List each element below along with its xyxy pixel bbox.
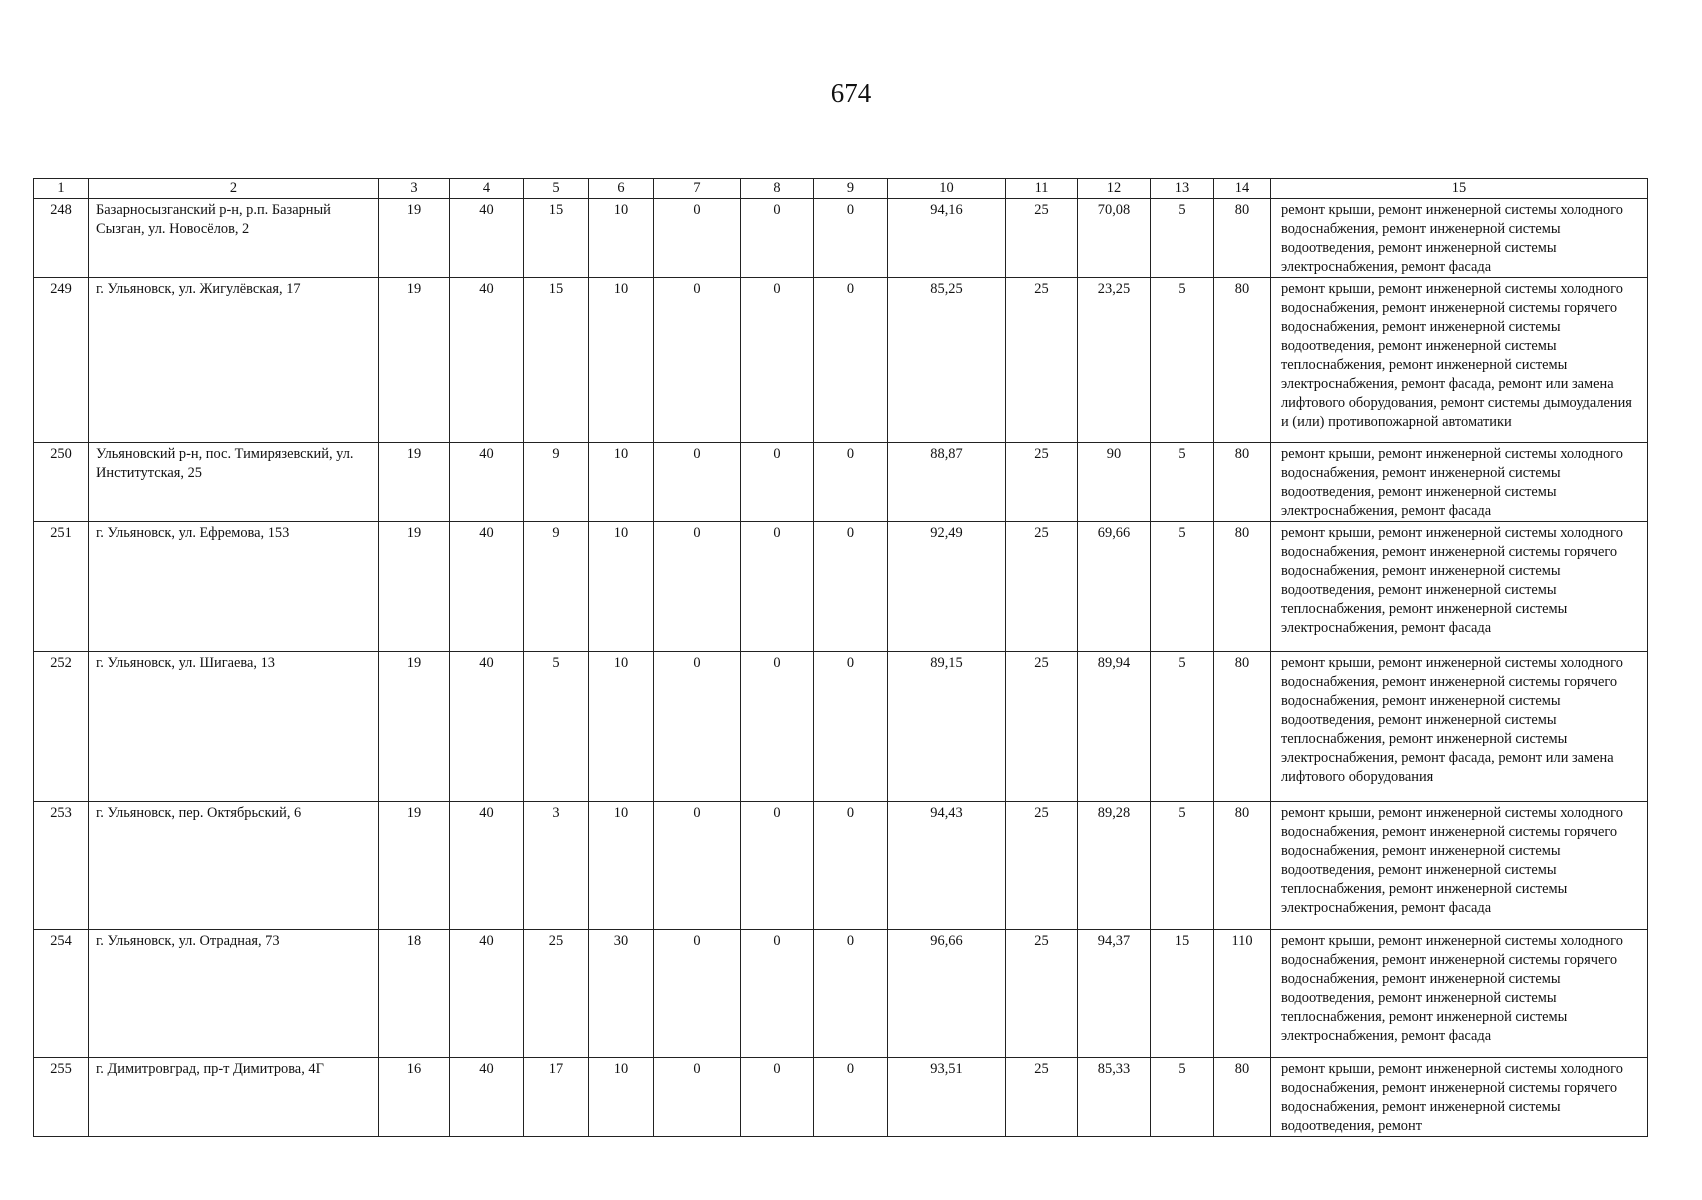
table-cell: 5 [1151,443,1214,522]
column-header: 2 [89,179,379,199]
table-row [34,199,1648,278]
table-cell: 9 [524,522,589,652]
table-cell: 0 [654,199,741,278]
table-cell: 25 [1006,1058,1078,1137]
works-cell: ремонт крыши, ремонт инженерной системы холодного водоснабжения, ремонт инженерной системы водоотведения, ремонт инженерной системы электроснабжения, ремонт фасада [1271,199,1648,278]
column-header: 12 [1078,179,1151,199]
works-cell: ремонт крыши, ремонт инженерной системы холодного водоснабжения, ремонт инженерной системы горячего водоснабжения, ремонт инженерной системы водоотведения, ремонт инженерной системы теплоснабжения, ремонт инженерной системы электроснабжения, ремонт фасада [1271,930,1648,1058]
table-row [34,443,1648,522]
table-cell: 0 [814,443,888,522]
table-cell: 19 [379,199,450,278]
table-cell: 9 [524,443,589,522]
table-cell: 15 [524,278,589,443]
works-cell: ремонт крыши, ремонт инженерной системы холодного водоснабжения, ремонт инженерной системы горячего водоснабжения, ремонт инженерной системы водоотведения, ремонт инженерной системы теплоснабжения, ремонт инженерной системы электроснабжения, ремонт фасада [1271,802,1648,930]
table-cell: 80 [1214,1058,1271,1137]
column-header: 9 [814,179,888,199]
table-cell: 10 [589,278,654,443]
table-cell: 0 [741,278,814,443]
address-cell: г. Ульяновск, ул. Шигаева, 13 [89,652,379,802]
data-table [33,178,1648,1137]
table-cell: 96,66 [888,930,1006,1058]
column-header: 15 [1271,179,1648,199]
table-cell: 0 [654,1058,741,1137]
table-cell: 25 [1006,930,1078,1058]
row-number: 248 [34,199,89,278]
row-number: 252 [34,652,89,802]
table-cell: 25 [1006,278,1078,443]
works-cell: ремонт крыши, ремонт инженерной системы холодного водоснабжения, ремонт инженерной системы горячего водоснабжения, ремонт инженерной системы водоотведения, ремонт инженерной системы теплоснабжения, ремонт инженерной системы электроснабжения, ремонт фасада [1271,522,1648,652]
table-cell: 10 [589,443,654,522]
table-cell: 17 [524,1058,589,1137]
table-cell: 80 [1214,443,1271,522]
address-cell: г. Димитровград, пр-т Димитрова, 4Г [89,1058,379,1137]
table-cell: 16 [379,1058,450,1137]
table-cell: 0 [814,522,888,652]
table-cell: 19 [379,652,450,802]
table-cell: 3 [524,802,589,930]
table-cell: 30 [589,930,654,1058]
table-row [34,1058,1648,1137]
row-number: 251 [34,522,89,652]
table-cell: 5 [1151,1058,1214,1137]
works-cell: ремонт крыши, ремонт инженерной системы холодного водоснабжения, ремонт инженерной системы горячего водоснабжения, ремонт инженерной системы водоотведения, ремонт инженерной системы теплоснабжения, ремонт инженерной системы электроснабжения, ремонт фасада, ремонт или замена лифтового оборудования [1271,652,1648,802]
table-cell: 5 [1151,802,1214,930]
table-cell: 80 [1214,522,1271,652]
table-cell: 40 [450,1058,524,1137]
table-cell: 10 [589,522,654,652]
table-cell: 40 [450,522,524,652]
table-cell: 10 [589,199,654,278]
column-header: 8 [741,179,814,199]
table-cell: 19 [379,443,450,522]
table-cell: 40 [450,278,524,443]
table-cell: 0 [741,802,814,930]
table-cell: 0 [741,443,814,522]
table-cell: 0 [654,802,741,930]
column-header: 4 [450,179,524,199]
table-cell: 80 [1214,278,1271,443]
table-cell: 80 [1214,802,1271,930]
table-cell: 0 [741,199,814,278]
table-cell: 25 [1006,802,1078,930]
row-number: 253 [34,802,89,930]
table-cell: 18 [379,930,450,1058]
header-row [34,179,1648,199]
table-cell: 94,16 [888,199,1006,278]
table-cell: 40 [450,930,524,1058]
table-cell: 85,33 [1078,1058,1151,1137]
table-cell: 19 [379,522,450,652]
table-cell: 0 [814,1058,888,1137]
column-header: 7 [654,179,741,199]
table-cell: 0 [654,522,741,652]
table-cell: 10 [589,1058,654,1137]
table-cell: 0 [654,930,741,1058]
table-cell: 25 [524,930,589,1058]
table-cell: 25 [1006,199,1078,278]
table-cell: 94,37 [1078,930,1151,1058]
column-header: 5 [524,179,589,199]
table-row [34,930,1648,1058]
table-cell: 5 [1151,652,1214,802]
table-cell: 5 [1151,522,1214,652]
table-cell: 25 [1006,443,1078,522]
table-cell: 40 [450,652,524,802]
table-cell: 25 [1006,652,1078,802]
table-cell: 10 [589,652,654,802]
table-cell: 80 [1214,652,1271,802]
column-header: 10 [888,179,1006,199]
table-cell: 93,51 [888,1058,1006,1137]
row-number: 255 [34,1058,89,1137]
row-number: 249 [34,278,89,443]
table-cell: 0 [814,930,888,1058]
address-cell: г. Ульяновск, ул. Отрадная, 73 [89,930,379,1058]
table-cell: 19 [379,278,450,443]
table-cell: 10 [589,802,654,930]
table-cell: 0 [741,930,814,1058]
table-cell: 0 [654,443,741,522]
row-number: 254 [34,930,89,1058]
table-cell: 69,66 [1078,522,1151,652]
table-cell: 40 [450,443,524,522]
table-cell: 80 [1214,199,1271,278]
works-cell: ремонт крыши, ремонт инженерной системы холодного водоснабжения, ремонт инженерной системы горячего водоснабжения, ремонт инженерной системы водоотведения, ремонт инженерной системы теплоснабжения, ремонт инженерной системы электроснабжения, ремонт фасада, ремонт или замена лифтового оборудования, ремонт системы дымоудаления и (или) противопожарной автоматики [1271,278,1648,443]
table-cell: 94,43 [888,802,1006,930]
row-number: 250 [34,443,89,522]
column-header: 1 [34,179,89,199]
table-cell: 15 [1151,930,1214,1058]
column-header: 14 [1214,179,1271,199]
table-row [34,522,1648,652]
table-cell: 110 [1214,930,1271,1058]
table-cell: 5 [1151,199,1214,278]
table-cell: 40 [450,802,524,930]
table-cell: 92,49 [888,522,1006,652]
table-cell: 0 [741,522,814,652]
table-cell: 85,25 [888,278,1006,443]
table-cell: 0 [741,1058,814,1137]
works-cell: ремонт крыши, ремонт инженерной системы холодного водоснабжения, ремонт инженерной системы водоотведения, ремонт инженерной системы электроснабжения, ремонт фасада [1271,443,1648,522]
table-cell: 0 [814,278,888,443]
column-header: 11 [1006,179,1078,199]
table-cell: 89,94 [1078,652,1151,802]
column-header: 3 [379,179,450,199]
page-number: 674 [830,78,872,108]
address-cell: Ульяновский р-н, пос. Тимирязевский, ул. Институтская, 25 [89,443,379,522]
column-header: 6 [589,179,654,199]
address-cell: г. Ульяновск, ул. Ефремова, 153 [89,522,379,652]
table-cell: 40 [450,199,524,278]
table-cell: 0 [814,199,888,278]
works-cell: ремонт крыши, ремонт инженерной системы холодного водоснабжения, ремонт инженерной системы горячего водоснабжения, ремонт инженерной системы водоотведения, ремонт [1271,1058,1648,1137]
address-cell: г. Ульяновск, ул. Жигулёвская, 17 [89,278,379,443]
table-row [34,278,1648,443]
table-row [34,652,1648,802]
table-cell: 70,08 [1078,199,1151,278]
table-cell: 23,25 [1078,278,1151,443]
table-cell: 5 [1151,278,1214,443]
table-cell: 0 [654,652,741,802]
table-cell: 5 [524,652,589,802]
table-cell: 89,15 [888,652,1006,802]
table-cell: 15 [524,199,589,278]
table-cell: 0 [814,652,888,802]
address-cell: г. Ульяновск, пер. Октябрьский, 6 [89,802,379,930]
table-cell: 0 [654,278,741,443]
table-cell: 0 [814,802,888,930]
table-row [34,802,1648,930]
address-cell: Базарносызганский р-н, р.п. Базарный Сызган, ул. Новосёлов, 2 [89,199,379,278]
table-cell: 90 [1078,443,1151,522]
table-cell: 0 [741,652,814,802]
table-cell: 19 [379,802,450,930]
table-cell: 25 [1006,522,1078,652]
column-header: 13 [1151,179,1214,199]
table-cell: 89,28 [1078,802,1151,930]
table-cell: 88,87 [888,443,1006,522]
